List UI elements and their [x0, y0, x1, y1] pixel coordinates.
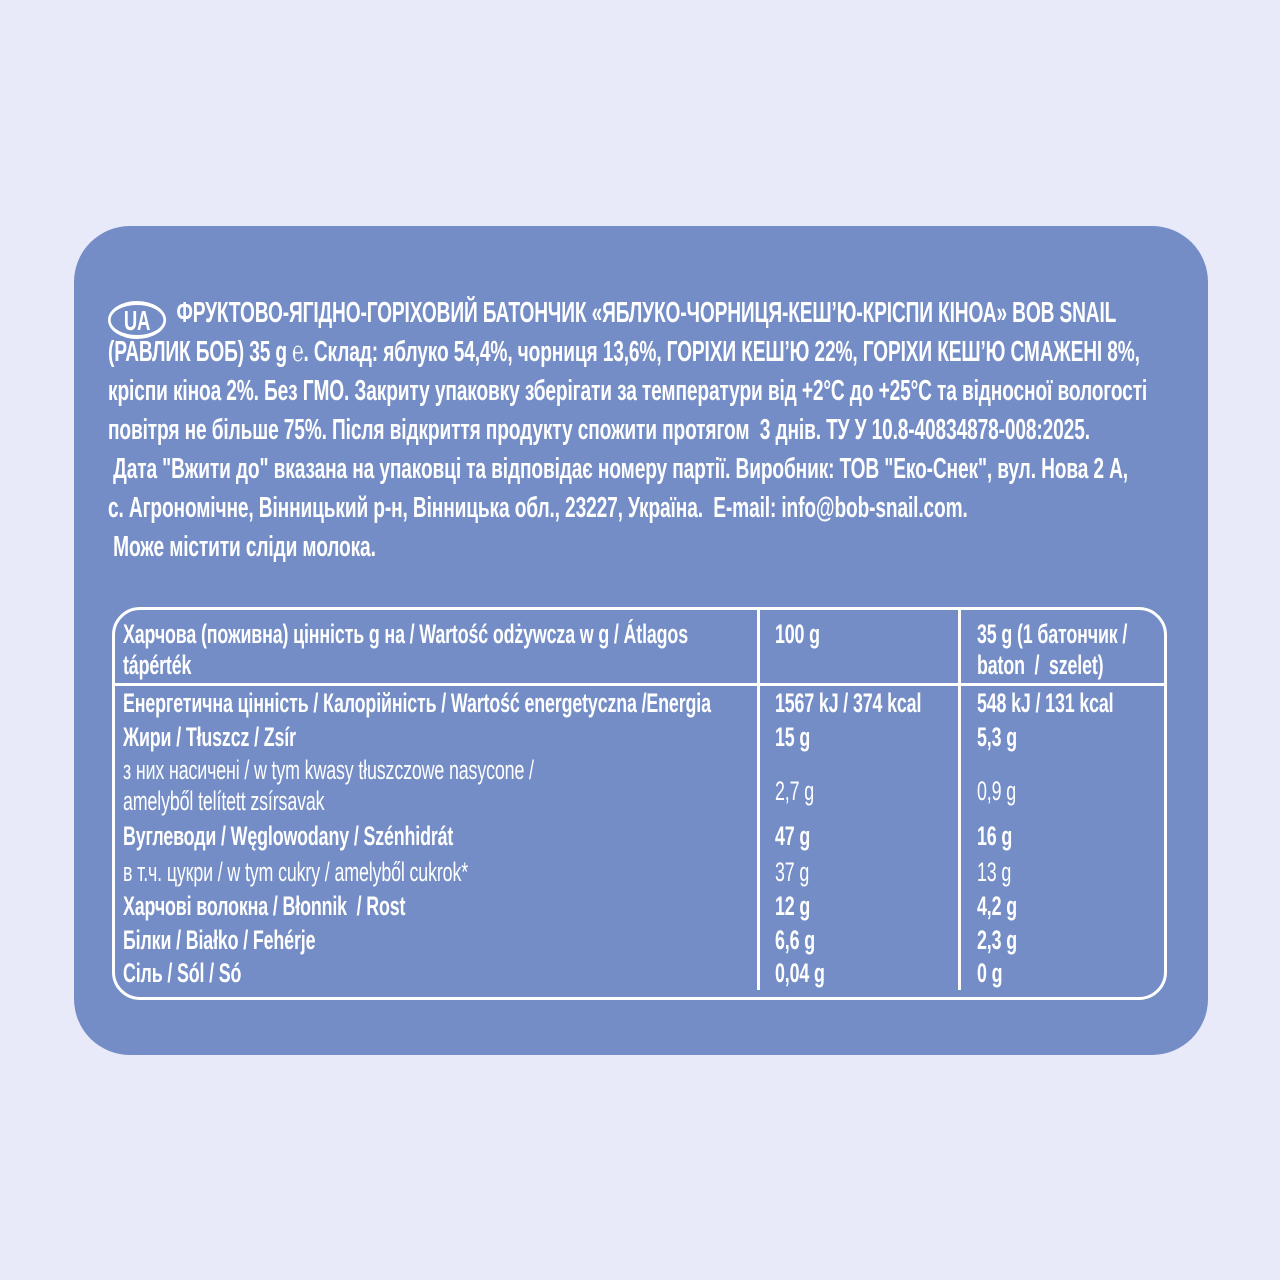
value-35g-cell: 2,3 g: [977, 924, 1017, 955]
value-100g-cell: 12 g: [760, 889, 961, 923]
nutrient-label-cell: Жири / Tłuszcz / Zsír: [115, 720, 760, 754]
header-col3-line2: baton / szelet): [977, 650, 1104, 680]
table-header-100g: [760, 610, 961, 686]
table-header-35g: [961, 610, 1167, 686]
nutrient-label-cell: Харчові волокна / Błonnik / Rost: [115, 889, 760, 923]
value-35g-cell: 5,3 g: [977, 721, 1017, 752]
paragraph-line: (РАВЛИК БОБ) 35 g ℮. Склад: яблуко 54,4%, чорниця 13,6%, ГОРІХИ КЕШ’Ю 22%, ГОРІХИ КЕШ’Ю СМАЖЕНІ 8%,: [108, 336, 1140, 368]
value-35g-cell: 4,2 g: [977, 890, 1017, 921]
value-100g-cell: 2,7 g: [760, 754, 961, 818]
paragraph-line: Може містити сліди молока.: [108, 531, 376, 563]
nutrient-label-cell: Білки / Białko / Fehérje: [115, 923, 760, 957]
paragraph-line: с. Агрономічне, Вінницький р-н, Вінницька обл., 23227, Україна. E-mail: info@bob-snail.com.: [108, 492, 968, 524]
header-col1-line2: tápérték: [123, 650, 192, 680]
label-card: [74, 226, 1208, 1055]
value-35g-cell: 16 g: [977, 821, 1013, 851]
value-35g-cell: 548 kJ / 131 kcal: [977, 687, 1114, 718]
value-35g-cell: 0 g: [977, 958, 1003, 988]
header-col1-line1: Харчова (поживна) цінність g на / Wartość odżywcza w g / Átlagos: [123, 619, 688, 649]
nutrient-label-cell: Енергетична цінність / Калорійність / Wartość energetyczna /Energia: [115, 686, 760, 720]
nutrition-table: [112, 607, 1167, 1000]
header-col2-text: 100 g: [775, 619, 820, 649]
value-100g-cell: 47 g: [760, 818, 961, 855]
ua-origin-badge: UA: [108, 301, 166, 339]
value-100g-cell: 6,6 g: [760, 923, 961, 957]
value-35g-cell: 13 g: [977, 856, 1012, 887]
paragraph-line: Дата "Вжити до" вказана на упаковці та відповідає номеру партії. Виробник: ТОВ "Еко-Снек", вул. Нова 2 А,: [108, 453, 1128, 485]
value-100g-cell: 15 g: [760, 720, 961, 754]
nutrient-label-cell: Вуглеводи / Węglowodany / Szénhidrát: [115, 818, 760, 855]
nutrient-label-cell: в т.ч. цукри / w tym cukry / amelyből cukrok*: [115, 855, 760, 889]
header-col3-line1: 35 g (1 батончик /: [977, 619, 1128, 649]
table-header-nutrition: [115, 610, 760, 686]
paragraph-line: кріспи кіноа 2%. Без ГМО. Закриту упаковку зберігати за температури від +2°С до +25°С та відносної вологості: [108, 375, 1148, 407]
paragraph-line: UA ФРУКТОВО-ЯГІДНО-ГОРІХОВИЙ БАТОНЧИК «ЯБЛУКО-ЧОРНИЦЯ-КЕШ’Ю-КРІСПИ КІНОА» BOB SNAIL: [108, 294, 1280, 333]
value-100g-cell: 0,04 g: [760, 957, 961, 990]
value-35g-cell: 0,9 g: [977, 776, 1016, 806]
paragraph-line: повітря не більше 75%. Після відкриття продукту спожити протягом 3 днів. ТУ У 10.8-40834878-008:2025.: [108, 414, 1090, 446]
value-100g-cell: 1567 kJ / 374 kcal: [760, 686, 961, 720]
value-100g-cell: 37 g: [760, 855, 961, 889]
nutrient-label-cell: з них насичені / w tym kwasy tłuszczowe nasycone / amelyből telített zsírsavak: [115, 754, 760, 818]
nutrient-label-cell: Сіль / Sól / Só: [115, 957, 760, 990]
info-paragraph: [108, 294, 1280, 567]
